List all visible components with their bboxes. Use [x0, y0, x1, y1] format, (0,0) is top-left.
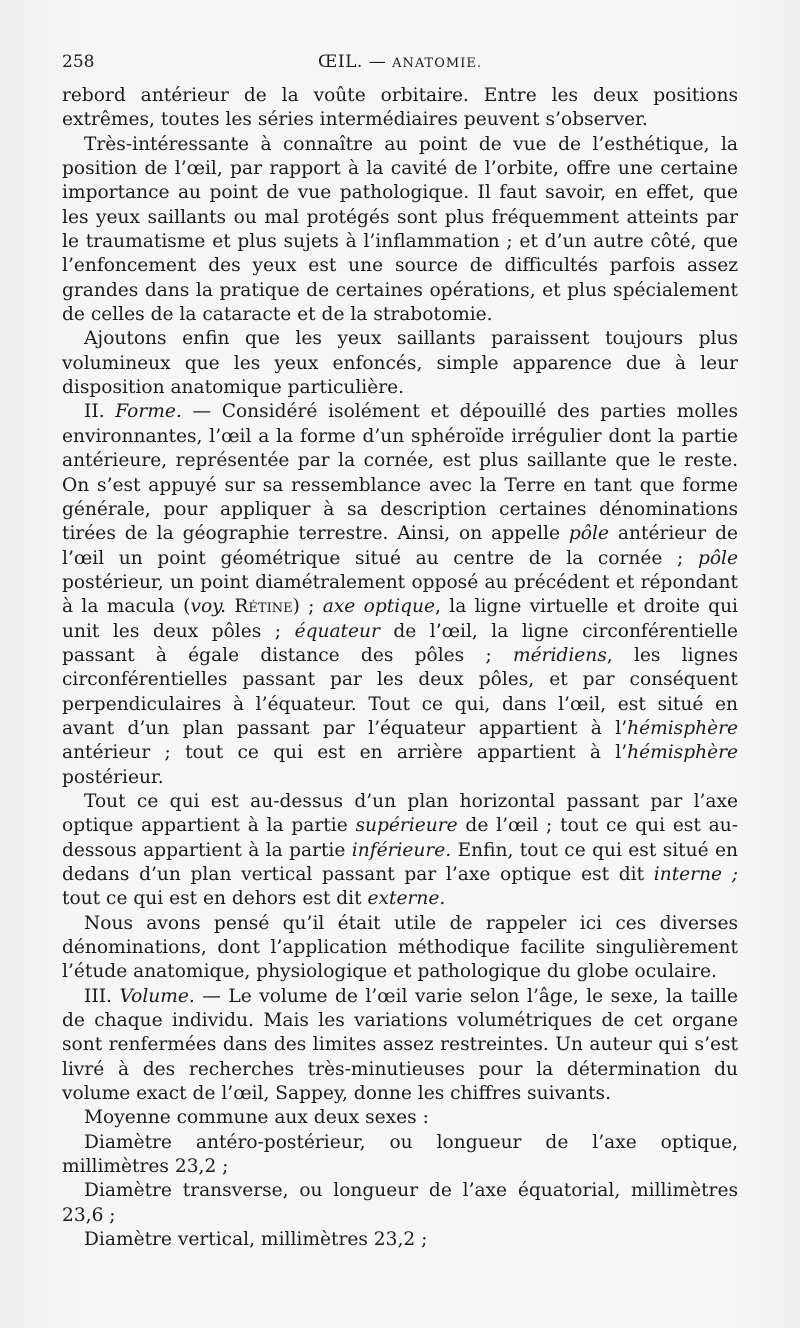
- text-run: antérieur de l’œil un point géométrique situé au centre de la cornée ;: [62, 523, 738, 569]
- measurement-item: [62, 1179, 738, 1228]
- text-run: III.: [84, 985, 120, 1007]
- italic-term: méridiens: [512, 644, 607, 666]
- text-run: Diamètre antéro-postérieur, ou longueur de l’axe optique, millimètres 23,2 ;: [62, 1131, 738, 1178]
- text-run: — Le volume de l’œil varie selon l’âge, le sexe, la taille de chaque individu. Mais les variations volumétriques de cet organe sont renfermées dans des limites assez restreintes. Un auteur qui s’est livré à des recherches très-minutieuses pour la détermination du volume exact de l’œil, Sappey, donne les chiffres suivants.: [62, 985, 738, 1105]
- running-title-section: ANATOMIE.: [392, 56, 482, 71]
- paragraph: [62, 790, 738, 912]
- text-run: Enfin, tout ce qui est situé en dedans d’un plan vertical passant par l’axe optique est dit: [62, 839, 738, 885]
- paragraph: [62, 133, 738, 328]
- text-run: , les lignes circonférentielles passant par les deux pôles, et par conséquent perpendiculaires à l’équateur. Tout ce qui, dans l’œil, est situé en avant d’un plan passant par l’équateur appartient à l’: [62, 644, 738, 739]
- italic-term: supérieure: [355, 815, 458, 837]
- italic-term: interne ;: [653, 864, 738, 885]
- italic-term: inférieure.: [351, 839, 452, 861]
- paragraph: [62, 327, 738, 400]
- running-title: [62, 52, 738, 72]
- italic-term: axe optique: [322, 596, 436, 618]
- text-run: tout ce qui est en dehors est dit: [62, 888, 368, 910]
- running-title-main: ŒIL. —: [318, 52, 393, 72]
- italic-term: voy.: [190, 596, 227, 618]
- section-volume-paragraph: [62, 985, 738, 1107]
- italic-term: équateur: [294, 620, 380, 642]
- text-run: Moyenne commune aux deux sexes :: [84, 1107, 429, 1129]
- text-run: postérieur.: [62, 766, 164, 788]
- text-run: antérieur ; tout ce qui est en arrière appartient à l’: [62, 742, 628, 764]
- text-run: Nous avons pensé qu’il était utile de rappeler ici ces diverses dénominations, dont l’application méthodique facilite singulièrement l’étude anatomique, physiologique et pathologique du globe oculaire.: [62, 912, 738, 983]
- text-run: de l’œil, la ligne circonférentielle passant à égale distance des pôles ;: [62, 620, 739, 666]
- small-caps-reference: Rétine: [234, 596, 293, 618]
- italic-term: externe.: [367, 888, 446, 910]
- italic-term: hémisphère: [627, 717, 738, 739]
- measurement-item: [62, 1131, 738, 1180]
- text-run: de l’œil ; tout ce qui est au-dessous appartient à la partie: [62, 815, 738, 861]
- paragraph: [62, 912, 738, 985]
- text-run: — Considéré isolément et dépouillé des parties molles environnantes, l’œil a la forme d’un sphéroïde irrégulier dont la partie antérieure, représentée par la cornée, est plus saillante que le reste. On s’est appuyé sur sa ressemblance avec la Terre en tant que forme générale, pour appliquer à sa description certaines dénominations tirées de la géographie terrestre. Ainsi, on appelle: [62, 401, 738, 545]
- text-run: postérieur, un point diamétralement opposé au précédent et répondant à la macula (: [62, 571, 738, 618]
- text-run: II.: [84, 401, 116, 423]
- text-run: rebord antérieur de la voûte orbitaire. Entre les deux positions extrêmes, toutes les séries intermédiaires peuvent s’observer.: [62, 85, 738, 131]
- text-run: Diamètre vertical, millimètres 23,2 ;: [84, 1229, 428, 1251]
- italic-term: pôle: [568, 523, 609, 545]
- text-run: Tout ce qui est au-dessus d’un plan horizontal passant par l’axe optique appartient à la partie: [62, 790, 738, 837]
- italic-term: Volume.: [119, 985, 195, 1007]
- italic-term: Forme.: [115, 401, 182, 423]
- text-run: Ajoutons enfin que les yeux saillants paraissent toujours plus volumineux que les yeux enfoncés, simple apparence due à leur disposition anatomique particulière.: [62, 328, 738, 399]
- measurement-item: [62, 1228, 738, 1252]
- running-header: [62, 52, 738, 78]
- text-run: Diamètre transverse, ou longueur de l’axe équatorial, millimètres 23,6 ;: [62, 1180, 738, 1226]
- text-run: Très-intéressante à connaître au point de vue de l’esthétique, la position de l’œil, par rapport à la cavité de l’orbite, offre une certaine importance au point de vue pathologique. Il faut savoir, en effet, que les yeux saillants ou mal protégés sont plus fréquemment atteints par le traumatisme et plus sujets à l’inflammation ; et d’un autre côté, que l’enfoncement des yeux est une source de difficultés parfois assez grandes dans la pratique de certaines opérations, et plus spécialement de celles de la cataracte et de la strabotomie.: [62, 133, 738, 326]
- body-text: [62, 84, 738, 1253]
- text-run: ) ;: [292, 596, 323, 618]
- page-number: 258: [62, 52, 95, 72]
- section-forme-paragraph: [62, 400, 738, 790]
- measurement-intro: [62, 1106, 738, 1130]
- italic-term: hémisphère: [627, 742, 738, 764]
- text-run: , la ligne virtuelle et droite qui unit les deux pôles ;: [62, 596, 739, 642]
- italic-term: pôle: [697, 547, 738, 569]
- paragraph: [62, 84, 738, 133]
